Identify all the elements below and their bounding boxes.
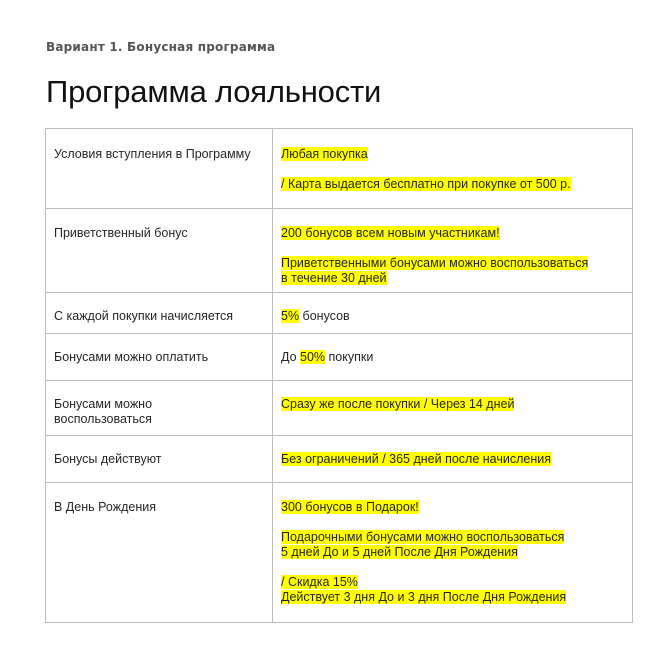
row-label: Бонусами можно воспользоваться xyxy=(54,397,153,426)
variant-caption: Вариант 1. Бонусная программа xyxy=(46,40,276,54)
table-row xyxy=(46,483,633,623)
value-line xyxy=(281,575,624,605)
value-line xyxy=(281,350,624,365)
row-value-cell xyxy=(273,334,633,381)
value-line xyxy=(281,500,624,515)
highlighted-text: 50% xyxy=(300,350,326,364)
table-row xyxy=(46,381,633,436)
table-row xyxy=(46,334,633,381)
value-text: бонусов xyxy=(299,309,350,323)
row-label-cell xyxy=(46,129,273,209)
highlighted-text: в течение 30 дней xyxy=(281,271,387,285)
highlighted-text: / Скидка 15% xyxy=(281,575,358,589)
row-label: С каждой покупки начисляется xyxy=(54,309,234,323)
highlighted-text: 5 дней До и 5 дней После Дня Рождения xyxy=(281,545,518,559)
value-line xyxy=(281,256,624,286)
row-label: Условия вступления в Программу xyxy=(54,147,251,161)
table-row xyxy=(46,436,633,483)
row-label: Приветственный бонус xyxy=(54,226,188,240)
table-row xyxy=(46,129,633,209)
value-text: До xyxy=(281,350,301,364)
highlighted-text: Сразу же после покупки / Через 14 дней xyxy=(281,397,515,411)
row-label-cell xyxy=(46,209,273,293)
row-value-cell xyxy=(273,129,633,209)
value-line xyxy=(281,530,624,560)
row-label-cell xyxy=(46,483,273,623)
highlighted-text: Любая покупка xyxy=(281,147,368,161)
value-line xyxy=(281,452,624,467)
value-line xyxy=(281,177,624,192)
row-label-cell xyxy=(46,293,273,334)
highlighted-text: / Карта выдается бесплатно при покупке от 500 р. xyxy=(281,177,571,191)
value-line xyxy=(281,397,624,412)
highlighted-text: 300 бонусов в Подарок! xyxy=(281,500,419,514)
value-text: покупки xyxy=(325,350,374,364)
row-label-cell xyxy=(46,436,273,483)
table-row xyxy=(46,293,633,334)
highlighted-text: Действует 3 дня До и 3 дня После Дня Рождения xyxy=(281,590,567,604)
row-label-cell xyxy=(46,334,273,381)
highlighted-text: Подарочными бонусами можно воспользоваться xyxy=(281,530,565,544)
value-line xyxy=(281,309,624,324)
highlighted-text: Без ограничений / 365 дней после начисления xyxy=(281,452,551,466)
row-label: В День Рождения xyxy=(54,500,156,514)
loyalty-table xyxy=(45,128,633,623)
page-title: Программа лояльности xyxy=(46,74,382,109)
highlighted-text: Приветственными бонусами можно воспользоваться xyxy=(281,256,589,270)
row-value-cell xyxy=(273,483,633,623)
row-value-cell xyxy=(273,209,633,293)
highlighted-text: 5% xyxy=(281,309,300,323)
row-label: Бонусы действуют xyxy=(54,452,162,466)
table-row xyxy=(46,209,633,293)
highlighted-text: 200 бонусов всем новым участникам! xyxy=(281,226,500,240)
row-label-cell xyxy=(46,381,273,436)
row-value-cell xyxy=(273,436,633,483)
row-value-cell xyxy=(273,381,633,436)
row-value-cell xyxy=(273,293,633,334)
value-line xyxy=(281,147,624,162)
row-label: Бонусами можно оплатить xyxy=(54,350,209,364)
value-line xyxy=(281,226,624,241)
